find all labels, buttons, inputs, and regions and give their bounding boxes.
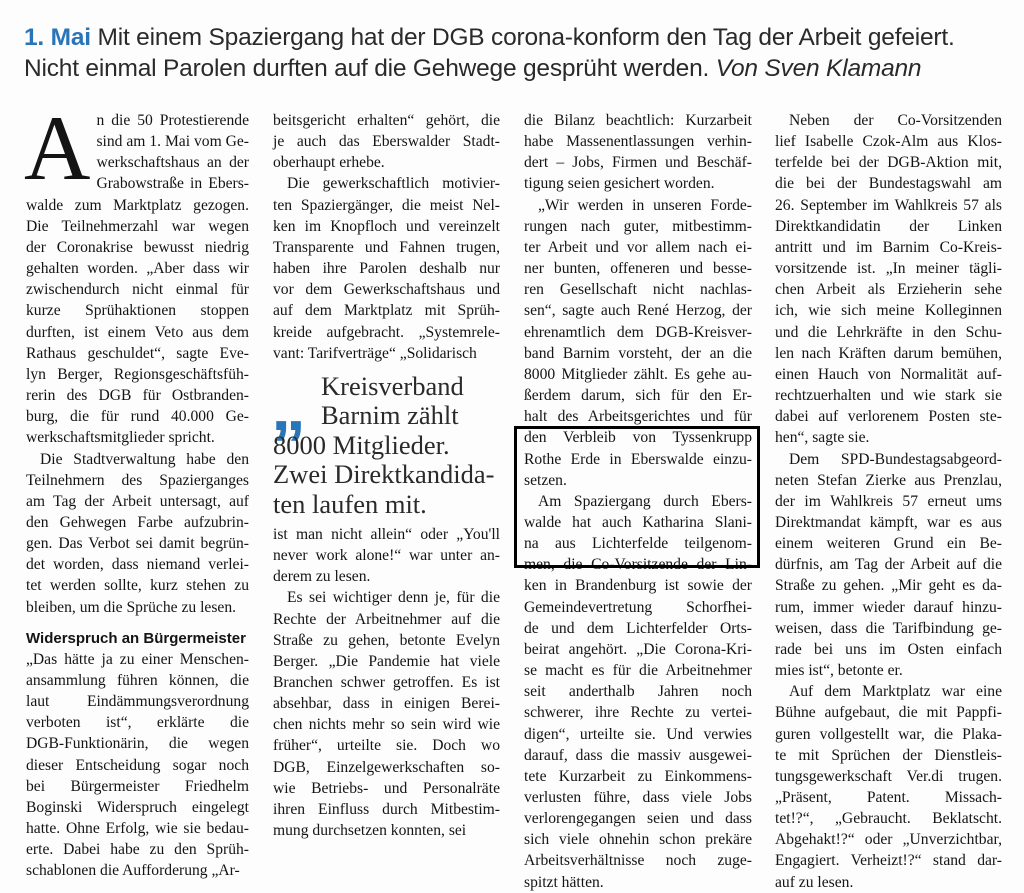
text-line: burg, die für rund 40.000 Ge- bbox=[26, 408, 249, 426]
drop-cap: A bbox=[24, 97, 91, 199]
text-line: vor dem Gewerkschaftshaus und bbox=[273, 281, 500, 299]
text-line: Direktmandat kämpft, war es aus bbox=[775, 513, 1002, 531]
subheading: Widerspruch an Bürgermeister bbox=[26, 629, 246, 647]
text-line: verlorengegangen seien und dass bbox=[524, 810, 752, 828]
text-line: Neben der Co-Vorsitzenden bbox=[789, 112, 1002, 129]
text-line: Grabowstraße in Ebers- bbox=[96, 175, 249, 193]
text-line: der Coronakrise bewusst niedrig bbox=[26, 238, 249, 256]
text-line: hatte. Ohne Erfolg, wie sie bedau- bbox=[26, 820, 249, 837]
text-line: rade bei uns im Osten einfach bbox=[775, 640, 1002, 658]
quote-mark-icon: „ bbox=[271, 366, 306, 445]
text-line: ken im Knopfloch und vereinzelt bbox=[273, 217, 500, 235]
text-line: mies ist“, betonte er. bbox=[775, 662, 903, 680]
highlight-box bbox=[514, 426, 760, 568]
text-line: früher“, urteilte sie. Doch wo bbox=[273, 737, 500, 755]
text-line: se macht es für die Arbeitnehmer bbox=[524, 662, 752, 680]
pull-quote-line: Kreisverband bbox=[321, 370, 464, 401]
paragraph bbox=[26, 649, 249, 882]
text-line: Es sei wichtiger denn je, für die bbox=[287, 589, 500, 607]
text-line: tigung seien gesichert worden. bbox=[524, 175, 715, 193]
paragraph bbox=[273, 524, 500, 587]
text-line: ßerdem darum, sich für den Er- bbox=[524, 387, 752, 405]
text-line: ich, wie sich meine Kolleginnen bbox=[775, 302, 1002, 320]
pull-quote-line: Barnim zählt bbox=[321, 400, 459, 431]
text-line: bleiben, um die Sprüche zu lesen. bbox=[26, 598, 237, 616]
text-line: seit anderthalb Jahren noch bbox=[524, 683, 752, 701]
text-line: halt des Arbeitsgerichtes und für bbox=[524, 408, 752, 426]
pull-quote-line: 8000 Mitglieder. bbox=[273, 429, 450, 460]
text-line: rechtzuerhalten und wie stark sie bbox=[775, 387, 1002, 405]
text-line: dert – Jobs, Firmen und Beschäf- bbox=[524, 154, 752, 172]
text-line: Dem SPD-Bundestagsabgeord- bbox=[789, 450, 1002, 468]
text-line: ten Spaziergänger, die meist Nel- bbox=[273, 196, 500, 214]
text-line: Bühne aufgebaut, die mit Pappfi- bbox=[775, 704, 1002, 722]
text-line: Auf dem Marktplatz war eine bbox=[789, 683, 1002, 701]
text-line: lyn Berger, Regionsgeschäftsfüh- bbox=[26, 365, 249, 383]
text-line: der im Wahlkreis 57 erneut ums bbox=[775, 492, 1002, 510]
text-line: det worden, dass niemand verlei- bbox=[26, 556, 249, 574]
text-line: werkschaftsmitglieder spricht. bbox=[26, 429, 215, 447]
text-line: tet!?“, „Gebraucht. Beklatscht. bbox=[775, 810, 1002, 828]
text-line: Engagiert. Verheizt!?“ stand dar- bbox=[775, 852, 1002, 870]
text-line: einen Hauch von Normalität auf- bbox=[775, 365, 1002, 383]
text-line: gehalten worden. „Aber dass wir bbox=[26, 260, 249, 278]
text-line: sind am 1. Mai vom Ge- bbox=[96, 133, 249, 151]
text-line: n die 50 Protestierende bbox=[96, 112, 249, 129]
text-line: den Verbleib von Tyssenkrupp bbox=[524, 429, 752, 447]
text-line: erte. Dabei habe zu den Sprüh- bbox=[26, 841, 249, 859]
text-line: werkschaftshaus an der bbox=[96, 154, 249, 172]
text-line: antritt und im Barnim Co-Kreis- bbox=[775, 238, 1002, 256]
text-line: am Tag der Arbeit untersagt, auf bbox=[26, 492, 249, 510]
text-line: Boginski Widerspruch eingelegt bbox=[26, 798, 249, 816]
text-line: sen“, sagte auch René Herzog, der bbox=[524, 302, 752, 320]
column-1 bbox=[24, 97, 249, 881]
text-line: ter Arbeit und vor allem nach ei- bbox=[524, 238, 752, 256]
text-line: rungen nach guter, mitbestimm- bbox=[524, 217, 752, 235]
text-line: Die gewerkschaftlich motivier- bbox=[287, 175, 500, 193]
text-line: Die Stadtverwaltung habe den bbox=[40, 450, 249, 468]
text-line: Gemeindevertretung Schorfhei- bbox=[524, 598, 752, 616]
text-line: tet werden sollte, kurz stehen zu bbox=[26, 577, 249, 595]
text-line: len nach Kräften darum bemühen, bbox=[775, 344, 1002, 362]
text-line: Direktkandidatin der Linken bbox=[775, 217, 1002, 235]
text-line: schablonen die Aufforderung „Ar- bbox=[26, 862, 240, 880]
text-line: dürfnis, am Tag der Arbeit auf die bbox=[775, 556, 1002, 574]
column-2 bbox=[273, 110, 500, 841]
text-line: ren Gesellschaft nicht nachlas- bbox=[524, 281, 752, 299]
headline-author: Von Sven Klamann bbox=[715, 55, 922, 82]
text-line: Arbeitsverhältnisse noch zuge- bbox=[524, 852, 752, 870]
headline bbox=[24, 22, 1009, 84]
text-line: derem zu lesen. bbox=[273, 568, 371, 586]
text-line: auf dem Marktplatz mit Sprüh- bbox=[273, 302, 500, 320]
text-line: je auch das Eberswalder Stadt- bbox=[273, 133, 500, 151]
text-line: laut Eindämmungsverordnung bbox=[26, 693, 249, 711]
text-line: DGB, Einzelgewerkschaften so- bbox=[273, 758, 500, 776]
text-line: tungsgewerkschaft Ver.di trugen. bbox=[775, 767, 1002, 785]
text-line: neten Stefan Zierke aus Prenzlau, bbox=[775, 471, 1002, 489]
paragraph bbox=[26, 449, 249, 618]
text-line: Die Teilnehmerzahl war wegen bbox=[26, 217, 249, 235]
text-line: kreide aufgebracht. „Systemrele- bbox=[273, 323, 500, 341]
text-line: darauf, dass die massiv ausgewei- bbox=[524, 746, 752, 764]
text-line: die Bilanz beachtlich: Kurzarbeit bbox=[524, 112, 752, 129]
text-line: men, die Co-Vorsitzende der Lin- bbox=[524, 556, 752, 574]
text-line: auf zu lesen. bbox=[775, 873, 854, 891]
text-line: durften, ist einem Veto aus dem bbox=[26, 323, 249, 341]
text-line: Rechte der Arbeitnehmer auf die bbox=[273, 610, 500, 628]
text-line: schwerer, ihre Rechte zu vertei- bbox=[524, 704, 752, 722]
text-line: gen. Das Verbot sei damit begrün- bbox=[26, 535, 249, 553]
text-line: band Barnim vorsteht, der an die bbox=[524, 344, 752, 362]
text-line: Berger. „Die Pandemie hat viele bbox=[273, 652, 500, 670]
text-line: oberhaupt erhebe. bbox=[273, 154, 385, 172]
text-line: guren vollgestellt war, die Plaka- bbox=[775, 725, 1002, 743]
text-line: ist man nicht allein“ oder „You'll bbox=[273, 525, 500, 543]
text-line: Rathaus geschuldet“, sagte Eve- bbox=[26, 344, 249, 362]
text-line: Rothe Erde in Eberswalde einzu- bbox=[524, 450, 752, 468]
text-line: beirat angehört. „Die Corona-Kri- bbox=[524, 640, 752, 658]
paragraph bbox=[273, 110, 500, 173]
column-4 bbox=[775, 110, 1002, 893]
text-line: bei Bürgermeister Friedhelm bbox=[26, 777, 249, 795]
paragraph bbox=[775, 110, 1002, 449]
text-line: dabei auf verlorenem Posten ste- bbox=[775, 408, 1002, 426]
text-line: rum, immer wieder darauf hinzu- bbox=[775, 598, 1002, 616]
text-line: 26. September im Wahlkreis 57 als bbox=[775, 196, 1002, 214]
text-line: „Das hätte ja zu einer Menschen- bbox=[26, 650, 249, 668]
text-line: zwischendurch nicht einmal für bbox=[26, 281, 249, 299]
text-line: vant: Tarifverträge“ „Solidarisch bbox=[273, 344, 477, 362]
text-line: „Wir werden in unseren Forde- bbox=[538, 196, 752, 214]
text-line: Am Spaziergang durch Ebers- bbox=[538, 492, 752, 510]
pull-quote-line: Zwei Direktkandida- bbox=[273, 459, 495, 490]
text-line: ehrenamtlich dem DGB-Kreisver- bbox=[524, 323, 752, 341]
text-line: ihren Einfluss durch Mitbestim- bbox=[273, 800, 500, 818]
text-line: setzen. bbox=[524, 471, 567, 489]
text-line: „Präsent, Patent. Missach- bbox=[775, 789, 1002, 806]
text-line: walde zum Marktplatz gezogen. bbox=[26, 196, 249, 214]
text-line: de und dem Lichterfelder Orts- bbox=[524, 619, 752, 637]
text-line: Straße zu gehen, betonte Evelyn bbox=[273, 631, 500, 649]
pull-quote bbox=[271, 366, 500, 519]
text-line: hen“, sagte sie. bbox=[775, 429, 870, 447]
pull-quote-line: ten laufen mit. bbox=[273, 488, 427, 519]
text-line: ken in Brandenburg ist sowie der bbox=[524, 577, 752, 595]
paragraph bbox=[273, 587, 500, 841]
text-line: verboten ist“, erklärte die bbox=[26, 714, 249, 732]
text-line: den Gehwegen Farbe aufzubrin- bbox=[26, 513, 249, 531]
text-line: ner bunten, offeneren und besse- bbox=[524, 260, 752, 278]
text-line: lief Isabelle Czok-Alm aus Klos- bbox=[775, 133, 1002, 151]
text-line: einem weiteren Grund ein Be- bbox=[775, 535, 1002, 553]
text-line: absehbar, dass in einigen Berei- bbox=[273, 695, 500, 713]
text-line: na aus Lichterfelde teilgenom- bbox=[524, 535, 752, 553]
text-line: habe Massenentlassungen verhin- bbox=[524, 133, 752, 151]
text-line: digen“, urteilte sie. Und verwies bbox=[524, 725, 752, 743]
text-line: haben ihre Parolen deshalb nur bbox=[273, 260, 500, 278]
paragraph bbox=[775, 449, 1002, 682]
text-line: mung durchsetzen konnten, sei bbox=[273, 822, 467, 840]
text-line: terfelde bei der DGB-Aktion mit, bbox=[775, 154, 1002, 172]
paragraph bbox=[273, 173, 500, 363]
paragraph bbox=[524, 110, 752, 195]
text-line: dieser Entscheidung sogar noch bbox=[26, 756, 249, 774]
text-line: rerin des DGB für Ostbranden- bbox=[26, 387, 249, 405]
text-line: kurze Sprühaktionen stoppen bbox=[26, 302, 249, 320]
text-line: te mit Sprüchen der Dienstleis- bbox=[775, 746, 1002, 764]
text-line: weisen, dass die Tarifbindung ge- bbox=[775, 619, 1002, 637]
text-line: wie Betriebs- und Personalräte bbox=[273, 779, 500, 797]
text-line: spitzt hätten. bbox=[524, 873, 604, 891]
text-line: ansammlung führen können, die bbox=[26, 671, 249, 689]
headline-kicker: 1. Mai bbox=[24, 24, 91, 51]
text-line: walde hat auch Katharina Slani- bbox=[524, 513, 752, 531]
text-line: Transparente und Fahnen trugen, bbox=[273, 238, 500, 256]
paragraph bbox=[775, 681, 1002, 893]
text-line: verlusten führe, dass viele Jobs bbox=[524, 789, 752, 806]
text-line: Abgehakt!?“ oder „Unverzichtbar, bbox=[775, 831, 1002, 849]
text-line: und die Lehrkräfte in den Schu- bbox=[775, 323, 1002, 341]
text-line: Straße zu gehen. „Mir geht es da- bbox=[775, 577, 1002, 595]
headline-text: Mit einem Spaziergang hat der DGB corona-konform den Tag der Arbeit gefeiert. Nicht einmal Parolen durften auf die Gehwege gesprüht werden. bbox=[24, 24, 955, 82]
text-line: sich viele ohnehin schon prekäre bbox=[524, 831, 752, 849]
pull-quote-text bbox=[271, 366, 495, 520]
text-line: die bei der Bundestagswahl am bbox=[775, 175, 1002, 193]
text-line: chen Arbeit als Erzieherin sehe bbox=[775, 281, 1002, 299]
text-line: 8000 Mitglieder zählt. Es gehe au- bbox=[524, 365, 752, 383]
text-line: never work alone!“ war unter an- bbox=[273, 547, 500, 565]
text-line: tete Kurzarbeit zu Einkommens- bbox=[524, 767, 752, 785]
text-line: chen nichts mehr so sein wird wie bbox=[273, 716, 500, 734]
text-line: vorsitzende ist. „In meiner tägli- bbox=[775, 260, 1002, 278]
text-line: DGB-Funktionärin, die wegen bbox=[26, 735, 249, 753]
text-line: beitsgericht erhalten“ gehört, die bbox=[273, 112, 500, 129]
text-line: Teilnehmern des Spazierganges bbox=[26, 471, 249, 489]
text-line: Branchen schwer getroffen. Es ist bbox=[273, 673, 500, 691]
